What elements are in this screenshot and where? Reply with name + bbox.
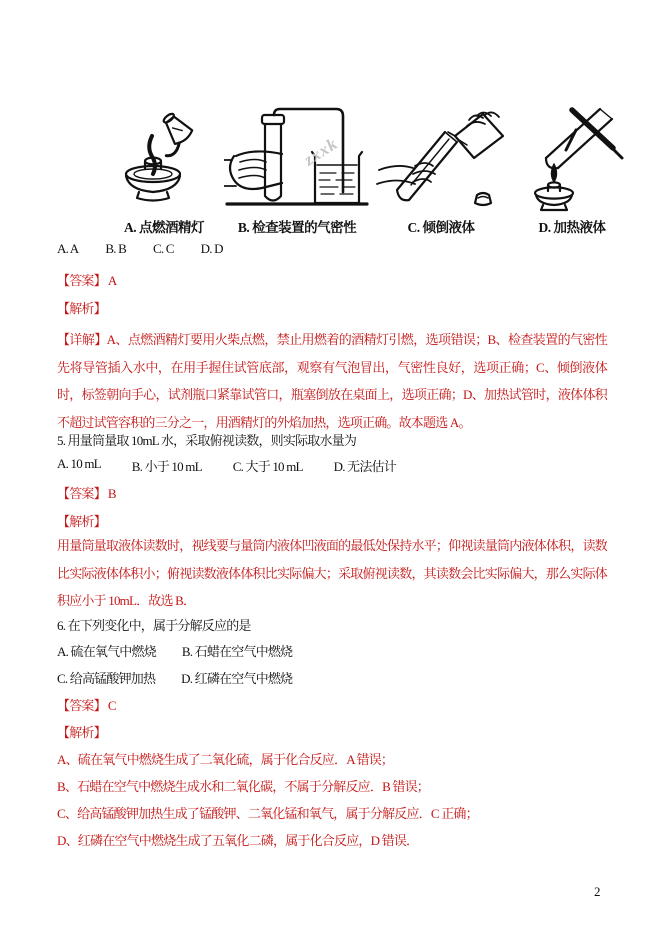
q4-detail-paragraph: 【详解】A、点燃酒精灯要用火柴点燃，禁止用燃着的酒精灯引燃，选项错误；B、检查装置的气密性先将导管插入水中，在用手握住试管底部，观察有气泡冒出，气密性良好，选项正确；C、倾倒液体时，标签朝向手心，试剂瓶口紧靠试管口，瓶塞倒放在桌面上，选项正确；D、加热试管时，液体体积不超过试管容积的三分之一，用酒精灯的外焰加热，选项正确。故本题选 A。 xyxy=(57,332,607,430)
figure-d-heating-liquid xyxy=(513,106,631,236)
q5-option-c: C. 大于 10 mL xyxy=(232,459,303,474)
q4-option-c: C. C xyxy=(153,241,174,256)
page-number: 2 xyxy=(594,884,601,899)
q4-options-row xyxy=(57,241,250,257)
heating-liquid-icon xyxy=(516,106,628,214)
q5-analysis-label: 【解析】 xyxy=(57,514,106,529)
q6-analysis-line-c: C、给高锰酸钾加热生成了锰酸钾、二氧化锰和氧气，属于分解反应．C 正确； xyxy=(57,806,478,821)
q5-stem: 5. 用量筒量取 10mL 水，采取俯视读数，则实际取水量为 xyxy=(57,433,357,448)
figure-c-pouring-liquid xyxy=(370,106,512,236)
figure-a-label: A. 点燃酒精灯 xyxy=(124,220,204,235)
watermark: zxxk xyxy=(300,133,342,170)
figure-a-lighting-alcohol-lamp xyxy=(108,106,220,236)
q6-analysis-line-b: B、石蜡在空气中燃烧生成水和二氧化碳，不属于分解反应．B 错误； xyxy=(57,779,429,794)
figure-d-label: D. 加热液体 xyxy=(538,220,606,235)
q6-analysis-label: 【解析】 xyxy=(57,725,106,740)
q4-answer-line xyxy=(57,270,116,289)
q5-answer-value: B xyxy=(107,486,116,501)
q6-option-c: C. 给高锰酸钾加热 xyxy=(57,671,156,686)
q5-options-row xyxy=(57,456,427,475)
q5-option-b: B. 小于 10 mL xyxy=(131,459,202,474)
q6-option-b: B. 石蜡在空气中燃烧 xyxy=(181,644,293,659)
figure-b-airtightness-check xyxy=(223,106,371,236)
q5-option-a: A. 10 mL xyxy=(57,456,101,471)
q6-answer-value: C xyxy=(107,698,116,713)
q4-answer-value: A xyxy=(107,273,117,288)
q6-analysis-line-d: D、红磷在空气中燃烧生成了五氧化二磷，属于化合反应，D 错误． xyxy=(57,833,419,848)
pouring-liquid-icon xyxy=(371,106,511,214)
q4-option-b: B. B xyxy=(105,241,127,256)
figure-b-label: B. 检查装置的气密性 xyxy=(237,220,357,235)
q6-answer-label: 【答案】 xyxy=(57,698,106,713)
q4-option-a: A. A xyxy=(57,241,79,256)
q6-option-a: A. 硫在氧气中燃烧 xyxy=(57,644,156,659)
q6-option-d: D. 红磷在空气中燃烧 xyxy=(181,671,293,686)
q5-answer-line xyxy=(57,483,116,502)
q6-options-row-2 xyxy=(57,668,318,687)
q4-option-d: D. D xyxy=(200,241,223,256)
q4-answer-label: 【答案】 xyxy=(57,273,106,288)
figure-c-label: C. 倾倒液体 xyxy=(407,220,475,235)
q5-answer-label: 【答案】 xyxy=(57,486,106,501)
q5-option-d: D. 无法估计 xyxy=(333,459,396,474)
airtightness-check-icon xyxy=(224,106,370,214)
q4-analysis-label: 【解析】 xyxy=(57,301,106,316)
q6-stem: 6. 在下列变化中，属于分解反应的是 xyxy=(57,618,251,633)
q5-analysis-paragraph: 用量筒量取液体读数时，视线要与量筒内液体凹液面的最低处保持水平；仰视读量筒内液体体积，读数比实际液体体积小；俯视读数液体体积比实际偏大；采取俯视读数，其读数会比实际偏大，那么实际体积应小于 10mL．故选 B． xyxy=(57,538,607,608)
q6-options-row-1 xyxy=(57,641,318,660)
q6-answer-line xyxy=(57,695,116,714)
lighting-alcohol-lamp-icon xyxy=(112,106,216,214)
q6-analysis-line-a: A、硫在氧气中燃烧生成了二氧化硫，属于化合反应．A 错误； xyxy=(57,752,394,767)
